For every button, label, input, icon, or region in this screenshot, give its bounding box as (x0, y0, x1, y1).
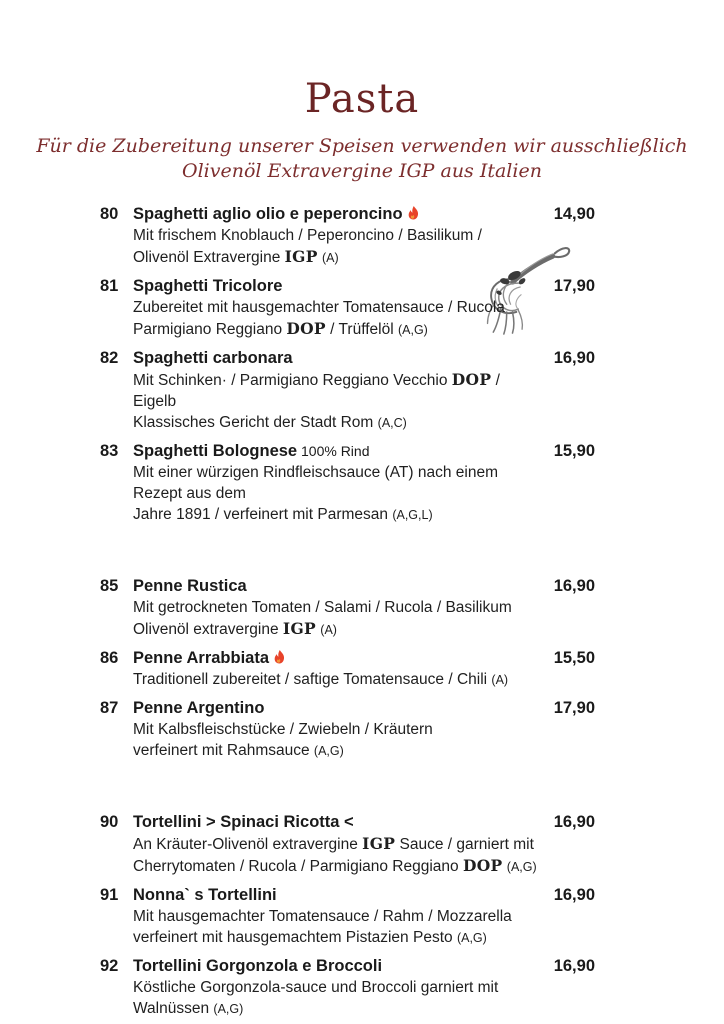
menu-group (100, 204, 595, 526)
item-name-row (133, 885, 546, 906)
item-description-line: Köstliche Gorgonzola-sauce und Broccoli garniert mit Walnüssen (A,G) (133, 979, 499, 1017)
item-description-line: Cherrytomaten / Rucola / Parmigiano Reggiano DOP (A,G) (133, 856, 537, 875)
menu-item (100, 276, 595, 341)
item-body (133, 885, 546, 949)
allergen-codes: (A) (320, 623, 337, 637)
item-description-line: Mit hausgemachter Tomatensauce / Rahm / Mozzarella (133, 908, 512, 925)
menu-group (100, 576, 595, 762)
subtitle-line-1: Für die Zubereitung unserer Speisen verwenden wir ausschließlich (36, 135, 688, 157)
page-header (0, 0, 724, 184)
allergen-codes: (A,G,L) (392, 508, 433, 522)
allergen-codes: (A) (491, 673, 509, 687)
item-description-line: Mit Kalbsfleischstücke / Zwiebeln / Kräutern (133, 721, 433, 738)
menu-item (100, 698, 595, 762)
menu-list (100, 204, 595, 1024)
item-body (133, 698, 546, 762)
item-name: Spaghetti Tricolore (133, 277, 283, 295)
item-price: 14,90 (553, 205, 595, 223)
item-description-line: Zubereitet mit hausgemachter Tomatensauce / Rucola (133, 299, 505, 316)
item-number: 87 (100, 699, 119, 717)
page-title: Pasta (304, 76, 420, 122)
menu-group (100, 812, 595, 1020)
quality-mark: DOP (286, 319, 326, 338)
item-name-row (133, 276, 546, 297)
item-name-row (133, 812, 546, 833)
item-number: 91 (100, 886, 119, 904)
quality-mark: IGP (282, 619, 316, 638)
item-body (133, 648, 546, 691)
item-price: 16,90 (553, 813, 595, 831)
allergen-codes: (A,G) (506, 860, 537, 874)
menu-item (100, 648, 595, 691)
subtitle-line-2: Olivenöl Extravergine IGP aus Italien (182, 160, 542, 182)
item-price: 16,90 (553, 349, 595, 367)
page-subtitle (0, 134, 724, 184)
allergen-codes: (A,G) (397, 323, 428, 337)
item-price: 17,90 (553, 277, 595, 295)
item-description-line: Mit einer würzigen Rindfleischsauce (AT) nach einem Rezept aus dem (133, 464, 498, 502)
item-number: 92 (100, 957, 119, 975)
item-name-suffix: 100% Rind (297, 443, 370, 459)
quality-mark: DOP (451, 370, 492, 389)
item-description-line: verfeinert mit hausgemachtem Pistazien Pesto (A,G) (133, 929, 487, 946)
quality-mark: DOP (462, 856, 503, 875)
item-body (133, 276, 546, 341)
item-body (133, 956, 546, 1020)
item-price: 16,90 (553, 957, 595, 975)
item-price: 16,90 (553, 577, 595, 595)
item-number: 86 (100, 649, 119, 667)
item-number: 81 (100, 277, 119, 295)
allergen-codes: (A,G) (313, 744, 344, 758)
item-description-line: Mit frischem Knoblauch / Peperoncino / Basilikum / (133, 227, 482, 244)
item-description-line: Mit Schinken· / Parmigiano Reggiano Vecchio DOP / Eigelb (133, 370, 500, 410)
item-price: 15,90 (553, 442, 595, 460)
allergen-codes: (A,G) (213, 1002, 244, 1016)
item-price: 16,90 (553, 886, 595, 904)
quality-mark: IGP (284, 247, 318, 266)
item-description-line: Parmigiano Reggiano DOP / Trüffelöl (A,G) (133, 319, 428, 338)
allergen-codes: (A) (321, 251, 339, 265)
item-name: Spaghetti carbonara (133, 349, 293, 367)
item-name: Penne Rustica (133, 577, 247, 595)
item-name: Penne Arrabbiata (133, 649, 270, 667)
item-body (133, 576, 546, 641)
item-description-line: Olivenöl Extravergine IGP (A) (133, 247, 339, 266)
flame-icon (273, 650, 286, 665)
item-description-line: verfeinert mit Rahmsauce (A,G) (133, 742, 344, 759)
item-name: Tortellini Gorgonzola e Broccoli (133, 957, 383, 975)
item-number: 80 (100, 205, 119, 223)
menu-item (100, 885, 595, 949)
item-body (133, 812, 546, 878)
item-name-row (133, 648, 546, 669)
item-description-line: An Kräuter-Olivenöl extravergine IGP Sauce / garniert mit (133, 834, 534, 853)
allergen-codes: (A,G) (456, 931, 487, 945)
item-description-line: Olivenöl extravergine IGP (A) (133, 619, 337, 638)
quality-mark: IGP (362, 834, 396, 853)
menu-item (100, 441, 595, 526)
item-body (133, 348, 546, 434)
item-description-line: Traditionell zubereitet / saftige Tomatensauce / Chili (A) (133, 671, 509, 688)
menu-item (100, 812, 595, 878)
item-body (133, 204, 546, 269)
item-name: Tortellini > Spinaci Ricotta < (133, 813, 354, 831)
item-number: 85 (100, 577, 119, 595)
item-name-row (133, 576, 546, 597)
menu-item (100, 956, 595, 1020)
item-price: 15,50 (553, 649, 595, 667)
item-number: 90 (100, 813, 119, 831)
item-name-row (133, 204, 546, 225)
item-name: Spaghetti Bolognese (133, 442, 298, 460)
item-body (133, 441, 546, 526)
item-name: Penne Argentino (133, 699, 265, 717)
flame-icon (407, 206, 420, 221)
item-number: 82 (100, 349, 119, 367)
item-description-line: Mit getrockneten Tomaten / Salami / Rucola / Basilikum (133, 599, 512, 616)
item-description-line: Jahre 1891 / verfeinert mit Parmesan (A,G,L) (133, 506, 433, 523)
item-price: 17,90 (553, 699, 595, 717)
menu-item (100, 204, 595, 269)
item-name-row (133, 698, 546, 719)
item-name: Spaghetti aglio olio e peperoncino (133, 205, 403, 223)
menu-item (100, 348, 595, 434)
item-name-row (133, 956, 546, 977)
item-name-row (133, 348, 546, 369)
item-description-line: Klassisches Gericht der Stadt Rom (A,C) (133, 414, 407, 431)
item-number: 83 (100, 442, 119, 460)
item-name-row (133, 441, 546, 462)
allergen-codes: (A,C) (377, 416, 407, 430)
menu-item (100, 576, 595, 641)
item-name: Nonna` s Tortellini (133, 886, 277, 904)
